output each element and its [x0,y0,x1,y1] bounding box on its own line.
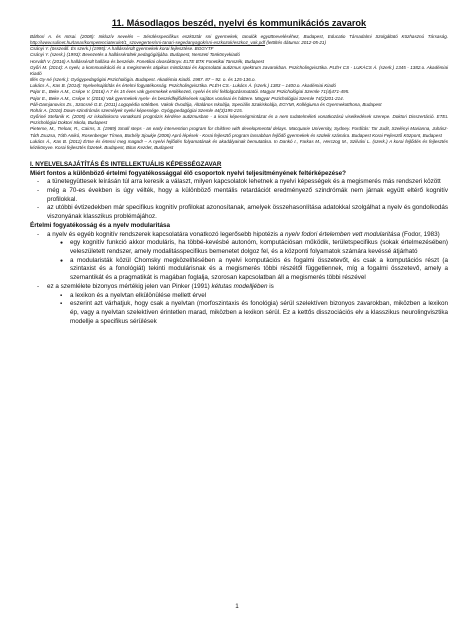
sub-list-item: ● a modularisták közül Chomsky megközelítésében a nyelvi komputációs és fogalmi összetevőt, és csak a komputációs részt (a szintaxist és a fonológiát) tekinti modulárisnak és a megismerés többi részétől függetlennek, míg a fogalmi összetevő, amely a szemantikát és a pragmatikát is magában foglalja, szorosan kapcsolatban áll a megismerés többi részével [30,257,448,283]
reference-entry: Illés Gy-né (szerk.): Gyógypedagógiai Pszichológia. Budapest. Akadémia Kiadó. 1987. 87 – 92. o. és 125-136.o. [30,77,256,83]
reference-entry: Pajor E., Beke A.M., Csépe V. (2016) A 7 és 15 éves vak gyermekek emlékezeti, nyelvi és téri feldolgozásmutatói. Magyar Pszichológiai Szemle 71(4)471-495. [30,89,350,95]
sub-list-item: ▪ eszerint azt várhatjuk, hogy csak a nyelvtan (morfoszintaxis és fonológia) sérül szelektíven bizonyos zavarokban, miközben a lexikon ép, vagy a nyelvtan szelektíven érintetlen marad, miközben a lexikon sérül. Ez a kettős disszociációs elv a klasszikus neurolingvisztika modellje a specifikus sérülések [30,300,448,326]
reference-link[interactable]: http://www.sulinet.hu/tanar/kompetenciaterulet/1_szovegertes/sni-tanari-segedanyagok/sni-eszkozok/eszkoz_vak.pdf [30,40,266,46]
list-item: - az utóbbi évtizedekben már specifikus kognitív profilokat azonosítanak, amelyek összehasonlítása adatokkal szolgálhat a nyelv és gondolkodás viszonyának klasszikus problémájához. [30,204,448,221]
sub-list-item: ● egy kognitív funkció akkor moduláris, ha többé-kevésbé autonóm, komputációsan működik, területspecifikus (sokak értelmezésében) veleszületett rendszer, amely modalitásspecifikus bemenetet dolgoz fel, és a központi folyamatok számára kevéssé átjárható [30,239,448,256]
page-number: 1 [235,603,239,610]
reference-entry: Rohár A. (2016) Down-szindrómás személyek nyelvi képessége. Gyógypedagógiai Szemle 44(3)195-215. [30,107,243,113]
section-body [30,161,448,326]
section-heading: I. NYELVELSAJÁTÍTÁS ÉS INTELLEKTUÁLIS KÉPESSÉGZAVAR [30,160,222,168]
sub-bullet-list [30,239,448,283]
list-item: - a nyelv és egyéb kognitív rendszerek kapcsolatára vonatkozó legerősebb hipotézis a nyelv fodori értelemben vett modularitása (Fodor, 1983) [30,231,448,240]
page-title: 11. Másodlagos beszéd, nyelvi és kommunikációs zavarok [111,18,367,28]
list-item: - ez a szemlélete bizonyos mértékig jelen van Pinker (1991) kétutas modelljében is [30,283,448,292]
reference-entry: Lukács Á., Kas B. (2011) Értse és értessi meg magad! – A nyelvi fejlődés folyamatának és akadályainak bemutatása. In Dankó I., Farkas M., Herczog M., Szilvási L. (szerk.) A korai fejlődés és fejlesztés kézikönyve. Korai fejlesztés füzetek. Budapest, Bitus Kezdet, Budapest [30,138,448,150]
list-item: - még a 70-es években is úgy vélték, hogy a különböző mentális retardációt eredményező szindrómák nem járnak együtt eltérő kognitív profilokkal. [30,187,448,204]
question-heading: Miért fontos a különböző értelmi fogyatékossággal élő csoportok nyelvi teljesítményének feltérképezése? [30,169,346,177]
reference-entry: Báthori A. és mtsai. (2008): Inkluzív nevelés – Sérülésspecifikus eszköztár sni gyermekek, tanulók együttneveléséhez, Budapest, Educatio Társadalmi Szolgáltató Közhasznú Társaság. http://www.sulinet.hu/tanar/kompetenciaterulet/1_szovegertes/sni-tanari-segedanyagok/sni-eszkozok/eszkoz_vak.pdf (letöltés dátuma: 2012-05-21) [30,34,448,46]
bullet-list [30,283,448,292]
reference-entry: Pieterse, M., Treloar, R., Cairns, S. (1989) Small steps - an early intervention program for children with developmental delays. Macquarie University, Sydney. Fordítás: Tar Judit, Szelényi Marianna, Juhász-Tóth Zsuzsa, Tóth Anikó, Rosenberger Tímea, Borbély Sjoukje (2006) Apró lépések - Korai fejlesztő program lassabban fejlődő gyermekek és szüleik számára. Budapest Korai Fejlesztő Központ, Budapest [30,126,448,138]
reference-entry: Csányi Y. (szerk.) (1993): Bevezetés a hallássérültek pedagógiájába. Budapest, Nemzeti Tankönyvkiadó [30,52,240,58]
reference-entry: Páli-Damjanovics Zs., Szücsné G.E. (2011) Logopédia sötétben. Vakok Óvodája, Általános Iskolája, Speciális Szakiskolája, EGYMI, Kollégiuma és Gyermekotthona, Budapest [30,101,382,107]
reference-entry: Csányi Y. (összeáll. És szerk.) (1995): A hallássérült gyermekek korai fejlesztése. BGGYTF [30,46,214,52]
bullet-list [30,231,448,240]
reference-entry: Horváth V. (2016) A hallássérült hallása és beszéde. Fonetikai olvasókönyv. ELTE BTK Fonetikai Tanszék, Budapest [30,58,265,64]
sub-list-item: ▪ a lexikon és a nyelvtan elkülönülése mellett érvel [30,292,448,301]
bullet-list [30,178,448,222]
sub-bullet-list [30,292,448,327]
list-item: - a tünetegyüttesek leírásán túl arra keresik a választ, milyen kapcsolatok lehetnek a nyelvi képességek és a megismerés más rendszeri között [30,178,448,187]
question-heading: Értelmi fogyatékosság és a nyelv modularitása [30,221,170,229]
reference-entry: Lukács Á., Kas B. (2014): Nyelvelsajátítás és értelmi fogyatékosság. Pszicholingvisztika. PLÉH CS.- Lukács Á. (szerk.) 1383 – 1400.o. Akadémiai Kiadó [30,83,336,89]
reference-list [30,34,448,151]
reference-entry: Pajor E., Beke A.M., Csépe V. (2016) Vak gyermekek nyelv- és beszédfejlődésének sajátos vonásai és háttere. Magyar Pszichológiai Szemle 74(2)201-214. [30,95,344,101]
reference-entry: Győriné Stefanik K. (2005) Az iskoláskorra vonatkozó prognózis kérdése autizmusban - a korai képességmintázat és a nem tudatelméleti vonatkozású viselkedések szerepe. Doktori Disszertáció. ETEL Pszichológiai Doktori Iskola, Budapest [30,114,448,126]
reference-entry: Győri M. (2014): A nyelv, a kommunikáció és a megismerés atipikus mintázatai és kapcsolatai autizmus spektrum zavarokban. Pszicholingvisztika. PLÉH CS - LUKÁCS Á. (szerk.) 1345 - 1382.o. Akadémiai Kiadó [30,64,448,76]
